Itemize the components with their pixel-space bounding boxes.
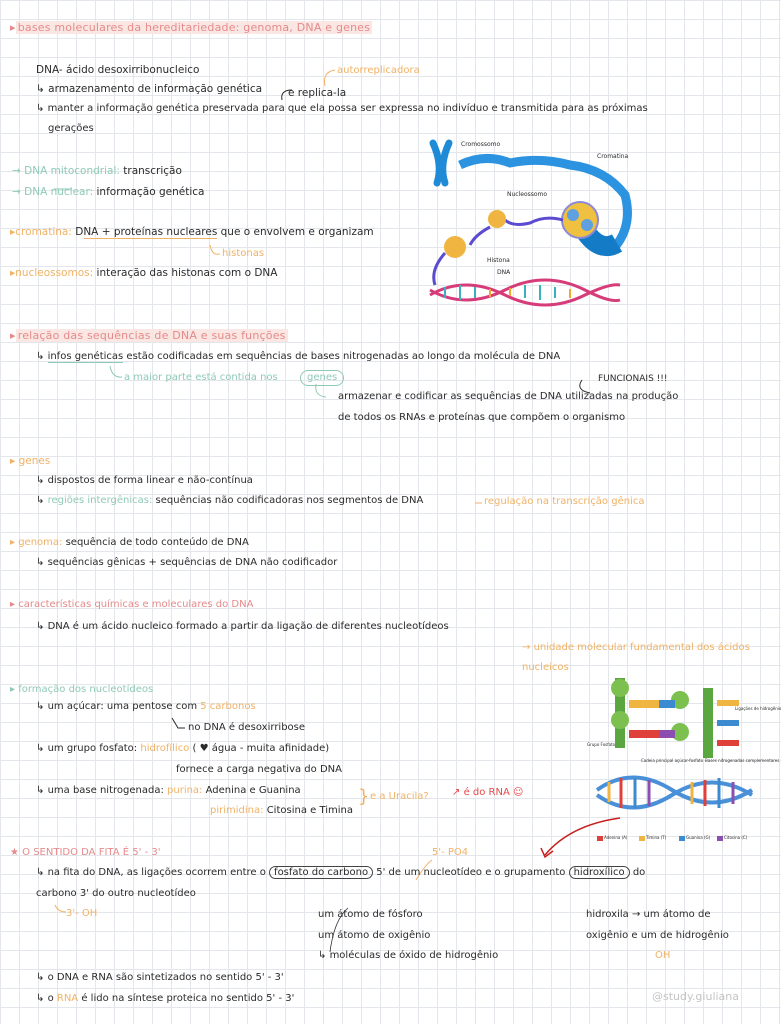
acucar-sub: no DNA é desoxirribose [188, 722, 306, 733]
genes-title: ▸ genes [10, 455, 51, 467]
sentido-line-4: ↳ o RNA é lido na síntese proteica no sentido 5' - 3' [36, 993, 295, 1004]
relacao-line-1: ↳ infos genéticas estão codificadas em sequências de bases nitrogenadas ao longo da molécula de DNA [36, 351, 561, 362]
sentido-line-3: ↳ o DNA e RNA são sintetizados no sentido 5' - 3' [36, 972, 284, 983]
note-5-po4: 5'- PO4 [432, 847, 469, 858]
label-cromatina: Cromatina [597, 153, 629, 160]
dna-line-3: ↳ manter a informação genética preservada para que ela possa ser expressa no indivíduo e transmitida para as próximas [36, 103, 648, 114]
label-histona: Histona [487, 257, 510, 264]
cromatina-underline [84, 238, 217, 239]
brace: } [358, 786, 370, 807]
hidroxila-item-2: oxigênio e um de hidrogênio [586, 930, 729, 941]
dna-line-2: ↳ armazenamento de informação genética [36, 83, 263, 95]
legend-citosina: Citosina (C) [724, 835, 748, 840]
rna-note: ↗ é do RNA ☺ [452, 787, 524, 798]
relacao-note: a maior parte está contida nos [124, 372, 278, 383]
genoma-line-2: ↳ sequências gênicas + sequências de DNA não codificador [36, 557, 338, 568]
genoma-row: ▸ genoma: sequência de todo conteúdo de DNA [10, 537, 249, 548]
uracila-note: e a Uracila? [370, 791, 429, 802]
mito-row: → DNA mitocondrial: transcrição [12, 165, 182, 177]
acucar-row: ↳ um açúcar: uma pentose com 5 carbonos [36, 701, 256, 712]
fosforo-item: um átomo de fósforo [318, 909, 423, 920]
sentido-line-2: carbono 3' do outro nucleotídeo [36, 888, 196, 899]
pirimidina-row: pirimidina: Citosina e Timina [210, 805, 354, 816]
label-nucleossomo: Nucleossomo [507, 191, 548, 198]
histonas-note: histonas [222, 248, 265, 259]
dna-definition: DNA- ácido desoxirribonucleico [36, 64, 200, 76]
dna-line-3b: gerações [48, 123, 94, 134]
legend-timina: Timina (T) [646, 835, 667, 840]
relacao-line-3: de todos os RNAs e proteínas que compõem o organismo [338, 412, 626, 423]
watermark: @study.giuliana [652, 990, 740, 1003]
legend-guanina: Guanina (G) [686, 835, 711, 840]
genes-line-2: ↳ regiões intergênicas: sequências não codificadoras nos segmentos de DNA [36, 495, 424, 506]
dna-line-2-note: e replica-la [288, 87, 347, 99]
relacao-title: ▸ relação das sequências de DNA e suas funções [10, 329, 286, 342]
label-dna: DNA [497, 269, 511, 276]
oxigenio-item: um átomo de oxigênio [318, 930, 431, 941]
genes-line-1: ↳ dispostos de forma linear e não-contínua [36, 475, 253, 486]
cromatina-row: ▸cromatina: DNA + proteínas nucleares que o envolvem e organizam [10, 226, 374, 238]
oh-note: OH [655, 950, 671, 961]
label-cadeia: Cadeia principal açúcar-fosfato [641, 758, 704, 763]
unidade-note: → unidade molecular fundamental dos ácidos [522, 642, 750, 653]
sentido-title: ★ O SENTIDO DA FITA É 5' - 3' [10, 847, 161, 858]
nucleossomos-row: ▸nucleossomos: interação das histonas com o DNA [10, 267, 278, 279]
chromatin-figure [415, 135, 640, 313]
sentido-line-1: ↳ na fita do DNA, as ligações ocorrem entre o fosfato do carbono 5' de um nucleotídeo e o grupamento hidroxílico do [36, 867, 646, 878]
genes-circled: genes [300, 370, 344, 386]
regulacao-note: regulação na transcrição gênica [484, 496, 645, 507]
formacao-title: ▸ formação dos nucleotídeos [10, 684, 154, 695]
chromatin-illustration [415, 135, 640, 313]
label-cromossomo: Cromossomo [461, 141, 501, 148]
note-3-oh: 3'- OH [66, 908, 98, 919]
label-ligacoes: Ligações de hidrogênio [735, 706, 781, 711]
base-row: ↳ uma base nitrogenada: purina: Adenina e Guanina [36, 785, 301, 796]
caracteristicas-line-1: ↳ DNA é um ácido nucleico formado a partir da ligação de diferentes nucleotídeos [36, 621, 449, 632]
funcionais-note: FUNCIONAIS !!! [598, 374, 668, 384]
fosfato-row: ↳ um grupo fosfato: hidrofílico ( ♥ água - muita afinidade) [36, 743, 330, 754]
fosfato-sub: fornece a carga negativa do DNA [176, 764, 342, 775]
label-grupo-fosfato: Grupo Fosfato [587, 742, 616, 747]
caracteristicas-title: ▸ características químicas e moleculares do DNA [10, 599, 254, 610]
unidade-note-2: nucleicos [522, 662, 569, 673]
relacao-line-2: armazenar e codificar as sequências de DNA utilizadas na produção [338, 391, 679, 402]
hidroxila-item: hidroxila → um átomo de [586, 909, 711, 920]
autorep-note: autorreplicadora [337, 65, 420, 76]
label-bases: Bases nitrogenadas complementares [705, 758, 780, 763]
moleculas-item: ↳ moléculas de óxido de hidrogênio [318, 950, 499, 961]
legend-adenina: Adenina (A) [604, 835, 628, 840]
nuclear-row: → DNA nuclear: informação genética [12, 186, 205, 198]
page-title: ▸ bases moleculares da hereditariedade: genoma, DNA e genes [10, 21, 371, 34]
dna-structure-figure [587, 670, 781, 850]
